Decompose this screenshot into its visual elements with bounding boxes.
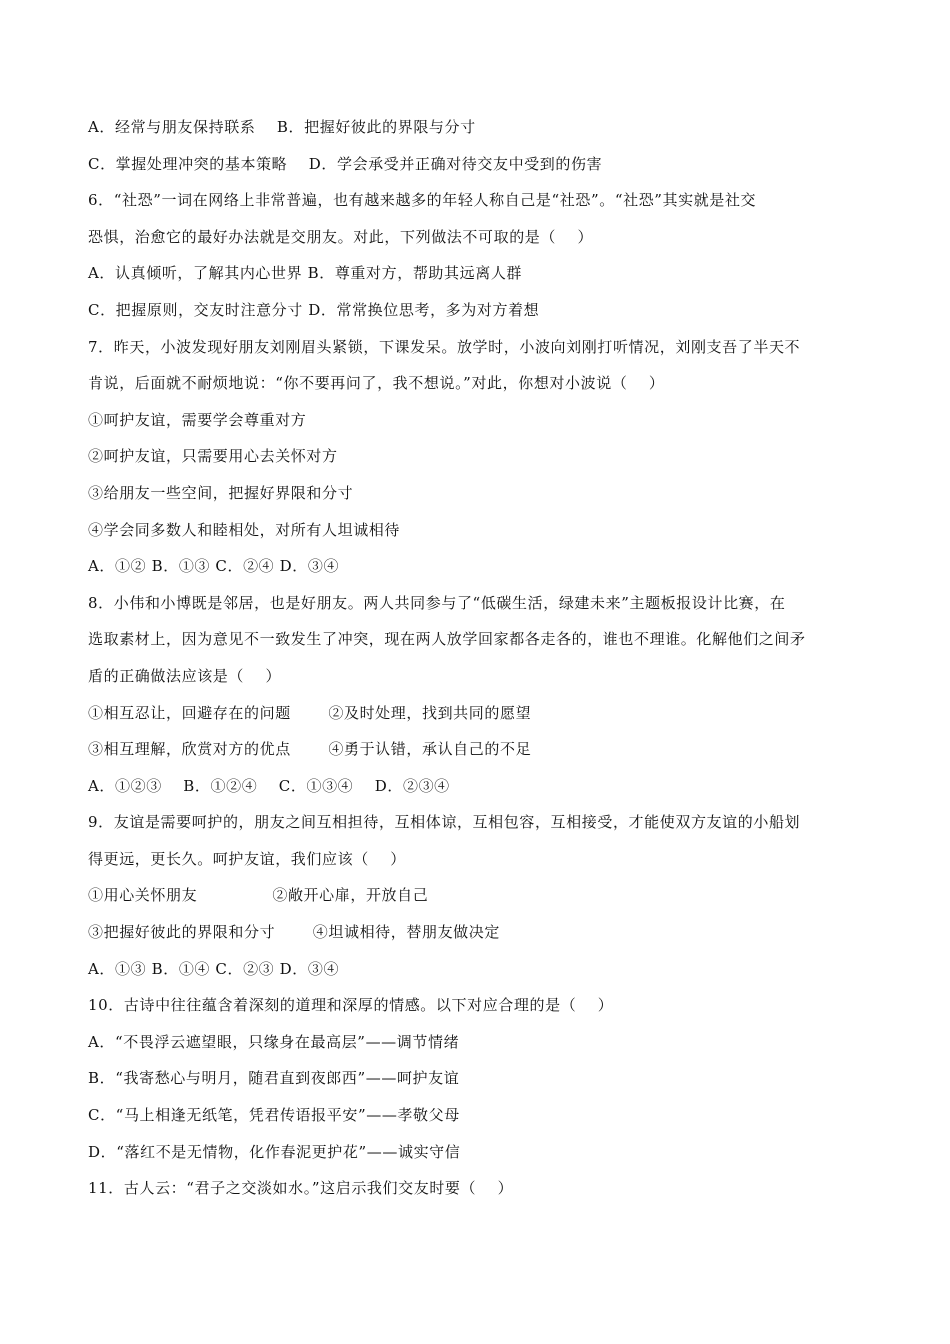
q7-statement-2: ②呵护友谊，只需要用心去关怀对方 (88, 447, 338, 466)
q6-options-cd: C．把握原则，交友时注意分寸 D．常常换位思考，多为对方着想 (88, 300, 540, 319)
q6-options-ab: A．认真倾听，了解其内心世界 B．尊重对方，帮助其远离人群 (88, 264, 523, 283)
q11-stem: 11．古人云：“君子之交淡如水。”这启示我们交友时要（ ） (88, 1179, 514, 1198)
q8-statements-12: ①相互忍让，回避存在的问题 ②及时处理，找到共同的愿望 (88, 703, 532, 722)
q9-stem-line-1: 9．友谊是需要呵护的，朋友之间互相担待，互相体谅，互相包容，互相接受，才能使双方友谊的小船划 (88, 813, 801, 832)
q10-stem: 10．古诗中往往蕴含着深刻的道理和深厚的情感。以下对应合理的是（ ） (88, 996, 614, 1015)
q8-statements-34: ③相互理解，欣赏对方的优点 ④勇于认错，承认自己的不足 (88, 740, 532, 759)
q7-stem-line-1: 7．昨天，小波发现好朋友刘刚眉头紧锁，下课发呆。放学时，小波向刘刚打听情况，刘刚支吾了半天不 (88, 337, 801, 356)
q10-option-b: B．“我寄愁心与明月，随君直到夜郎西”——呵护友谊 (88, 1069, 460, 1088)
q8-stem-line-2: 选取素材上，因为意见不一致发生了冲突，现在两人放学回家都各走各的，谁也不理谁。化解他们之间矛 (88, 630, 806, 649)
q8-stem-line-3: 盾的正确做法应该是（ ） (88, 666, 282, 685)
q7-statement-1: ①呵护友谊，需要学会尊重对方 (88, 410, 307, 429)
q7-stem-line-2: 肯说，后面就不耐烦地说：“你不要再问了，我不想说。”对此，你想对小波说（ ） (88, 374, 665, 393)
q10-option-c: C．“马上相逢无纸笔，凭君传语报平安”——孝敬父母 (88, 1106, 460, 1125)
q7-statement-3: ③给朋友一些空间，把握好界限和分寸 (88, 483, 354, 502)
q6-stem-line-2: 恐惧，治愈它的最好办法就是交朋友。对此，下列做法不可取的是（ ） (88, 227, 594, 246)
q6-stem-line-1: 6．“社恐”一词在网络上非常普遍，也有越来越多的年轻人称自己是“社恐”。“社恐”其实就是社交 (88, 191, 757, 210)
q8-stem-line-1: 8．小伟和小博既是邻居，也是好朋友。两人共同参与了“低碳生活，绿建未来”主题板报设计比赛，在 (88, 593, 786, 612)
q5-options-ab: A．经常与朋友保持联系 B．把握好彼此的界限与分寸 (88, 118, 476, 136)
q9-stem-line-2: 得更远，更长久。呵护友谊，我们应该（ ） (88, 849, 406, 868)
q9-statements-12: ①用心关怀朋友 ②敞开心扉，开放自己 (88, 886, 429, 905)
question-text-block (88, 112, 864, 1210)
q7-options: A．①② B．①③ C．②④ D．③④ (88, 557, 340, 576)
q9-statements-34: ③把握好彼此的界限和分寸 ④坦诚相待，替朋友做决定 (88, 923, 500, 942)
q9-options: A．①③ B．①④ C．②③ D．③④ (88, 959, 340, 978)
q7-statement-4: ④学会同多数人和睦相处，对所有人坦诚相待 (88, 520, 401, 539)
q5-options-cd: C．掌握处理冲突的基本策略 D．学会承受并正确对待交友中受到的伤害 (88, 154, 603, 173)
q10-option-d: D．“落红不是无情物，化作春泥更护花”——诚实守信 (88, 1142, 461, 1161)
q10-option-a: A．“不畏浮云遮望眼，只缘身在最高层”——调节情绪 (88, 1032, 460, 1051)
q8-options: A．①②③ B．①②④ C．①③④ D．②③④ (88, 776, 450, 795)
